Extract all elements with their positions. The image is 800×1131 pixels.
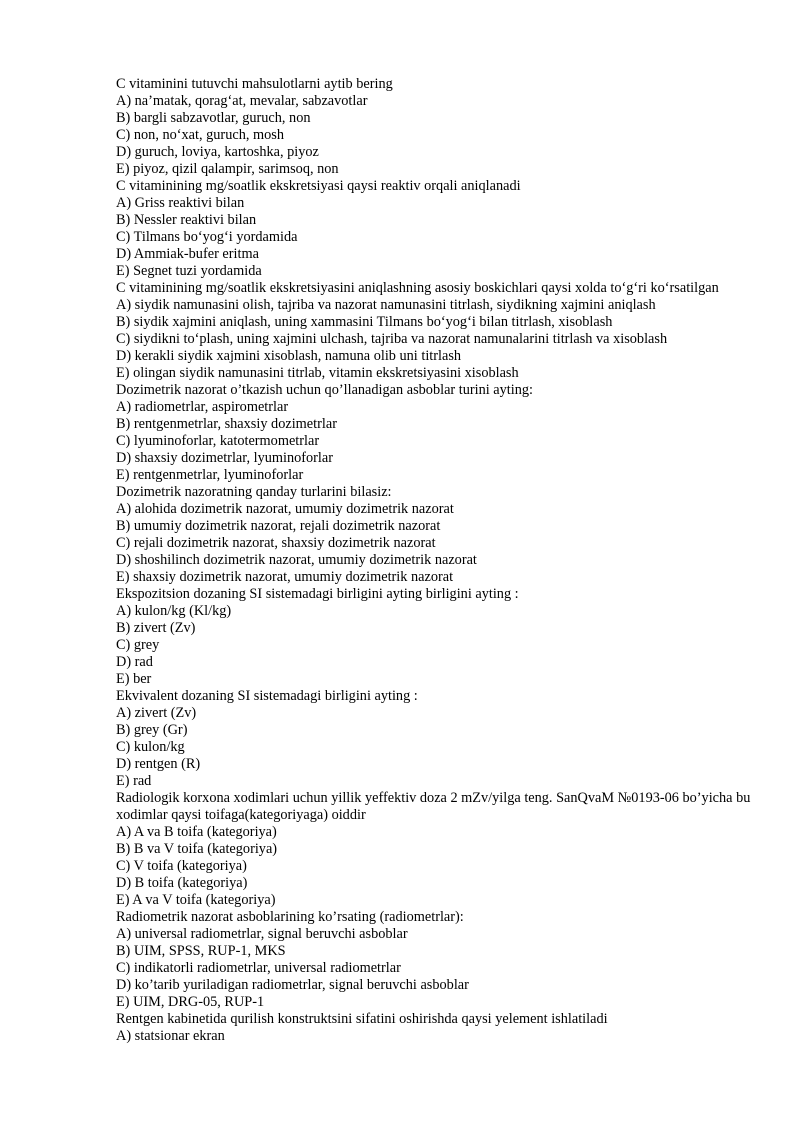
- question-text: Ekspozitsion dozaning SI sistemadagi birligini ayting birligini ayting :: [116, 586, 519, 602]
- answer-option-a: A) kulon/kg (Kl/kg): [116, 603, 232, 619]
- answer-option-a: A) alohida dozimetrik nazorat, umumiy dozimetrik nazorat: [116, 501, 454, 517]
- answer-option-a: A) Griss reaktivi bilan: [116, 195, 245, 211]
- answer-option-d: D) guruch, loviya, kartoshka, piyoz: [116, 144, 319, 160]
- answer-option-c: C) V toifa (kategoriya): [116, 858, 247, 874]
- answer-option-a: A) statsionar ekran: [116, 1028, 225, 1044]
- answer-option-a: A) zivert (Zv): [116, 705, 197, 721]
- question-text: Ekvivalent dozaning SI sistemadagi birligini ayting :: [116, 688, 418, 704]
- question-5: [116, 484, 776, 586]
- answer-option-d: D) B toifa (kategoriya): [116, 875, 248, 891]
- question-1: [116, 76, 776, 178]
- question-text: C vitaminini tutuvchi mahsulotlarni aytib bering: [116, 76, 393, 92]
- answer-option-a: A) universal radiometrlar, signal beruvchi asboblar: [116, 926, 408, 942]
- answer-option-c: C) rejali dozimetrik nazorat, shaxsiy dozimetrik nazorat: [116, 535, 436, 551]
- answer-option-b: B) umumiy dozimetrik nazorat, rejali dozimetrik nazorat: [116, 518, 441, 534]
- answer-option-b: B) bargli sabzavotlar, guruch, non: [116, 110, 311, 126]
- question-text: Radiometrik nazorat asboblarining ko’rsating (radiometrlar):: [116, 909, 464, 925]
- question-9: [116, 909, 776, 1011]
- answer-option-d: D) ko’tarib yuriladigan radiometrlar, signal beruvchi asboblar: [116, 977, 469, 993]
- answer-option-e: E) olingan siydik namunasini titrlab, vitamin ekskretsiyasini xisoblash: [116, 365, 519, 381]
- question-8: [116, 790, 776, 909]
- answer-option-b: B) grey (Gr): [116, 722, 188, 738]
- question-10: [116, 1011, 776, 1045]
- answer-option-b: B) siydik xajmini aniqlash, uning xammasini Tilmans bo‘yog‘i bilan titrlash, xisoblash: [116, 314, 613, 330]
- answer-option-e: E) ber: [116, 671, 152, 687]
- answer-option-b: B) rentgenmetrlar, shaxsiy dozimetrlar: [116, 416, 337, 432]
- answer-option-c: C) Tilmans bo‘yog‘i yordamida: [116, 229, 298, 245]
- answer-option-c: C) non, no‘xat, guruch, mosh: [116, 127, 284, 143]
- answer-option-d: D) kerakli siydik xajmini xisoblash, namuna olib uni titrlash: [116, 348, 462, 364]
- answer-option-b: B) zivert (Zv): [116, 620, 196, 636]
- answer-option-b: B) Nessler reaktivi bilan: [116, 212, 257, 228]
- answer-option-b: B) UIM, SPSS, RUP-1, MKS: [116, 943, 286, 959]
- answer-option-d: D) rad: [116, 654, 153, 670]
- answer-option-c: C) siydikni to‘plash, uning xajmini ulchash, tajriba va nazorat namunalarini titrlash va xisoblash: [116, 331, 668, 347]
- answer-option-c: C) lyuminoforlar, katotermometrlar: [116, 433, 320, 449]
- answer-option-e: E) A va V toifa (kategoriya): [116, 892, 276, 908]
- answer-option-a: A) na’matak, qorag‘at, mevalar, sabzavotlar: [116, 93, 368, 109]
- question-6: [116, 586, 776, 688]
- question-2: [116, 178, 776, 280]
- answer-option-e: E) piyoz, qizil qalampir, sarimsoq, non: [116, 161, 339, 177]
- question-text: Rentgen kabinetida qurilish konstruktsini sifatini oshirishda qaysi yelement ishlatiladi: [116, 1011, 608, 1027]
- question-text: Dozimetrik nazorat o’tkazish uchun qo’llanadigan asboblar turini ayting:: [116, 382, 534, 398]
- answer-option-d: D) Ammiak-bufer eritma: [116, 246, 259, 262]
- answer-option-e: E) Segnet tuzi yordamida: [116, 263, 262, 279]
- question-text: Dozimetrik nazoratning qanday turlarini bilasiz:: [116, 484, 392, 500]
- answer-option-d: D) shoshilinch dozimetrik nazorat, umumiy dozimetrik nazorat: [116, 552, 477, 568]
- answer-option-d: D) rentgen (R): [116, 756, 201, 772]
- answer-option-a: A) radiometrlar, aspirometrlar: [116, 399, 289, 415]
- answer-option-c: C) grey: [116, 637, 160, 653]
- question-4: [116, 382, 776, 484]
- answer-option-e: E) shaxsiy dozimetrik nazorat, umumiy dozimetrik nazorat: [116, 569, 454, 585]
- answer-option-a: A) A va B toifa (kategoriya): [116, 824, 277, 840]
- answer-option-e: E) rad: [116, 773, 152, 789]
- answer-option-d: D) shaxsiy dozimetrlar, lyuminoforlar: [116, 450, 334, 466]
- question-7: [116, 688, 776, 790]
- document-page: [116, 76, 776, 1045]
- question-text: C vitaminining mg/soatlik ekskretsiyasini aniqlashning asosiy boskichlari qaysi xolda to‘g‘ri ko‘rsatilgan: [116, 280, 719, 296]
- question-text: Radiologik korxona xodimlari uchun yillik yeffektiv doza 2 mZv/yilga teng. SanQvaM №0193-06 bo’yicha bu xodimlar qaysi toifaga(kategoriyaga) oiddir: [116, 790, 751, 823]
- question-text: C vitaminining mg/soatlik ekskretsiyasi qaysi reaktiv orqali aniqlanadi: [116, 178, 521, 194]
- answer-option-c: C) indikatorli radiometrlar, universal radiometrlar: [116, 960, 401, 976]
- answer-option-c: C) kulon/kg: [116, 739, 185, 755]
- question-3: [116, 280, 776, 382]
- answer-option-e: E) rentgenmetrlar, lyuminoforlar: [116, 467, 304, 483]
- answer-option-a: A) siydik namunasini olish, tajriba va nazorat namunasini titrlash, siydikning xajmini aniqlash: [116, 297, 656, 313]
- answer-option-e: E) UIM, DRG-05, RUP-1: [116, 994, 265, 1010]
- answer-option-b: B) B va V toifa (kategoriya): [116, 841, 278, 857]
